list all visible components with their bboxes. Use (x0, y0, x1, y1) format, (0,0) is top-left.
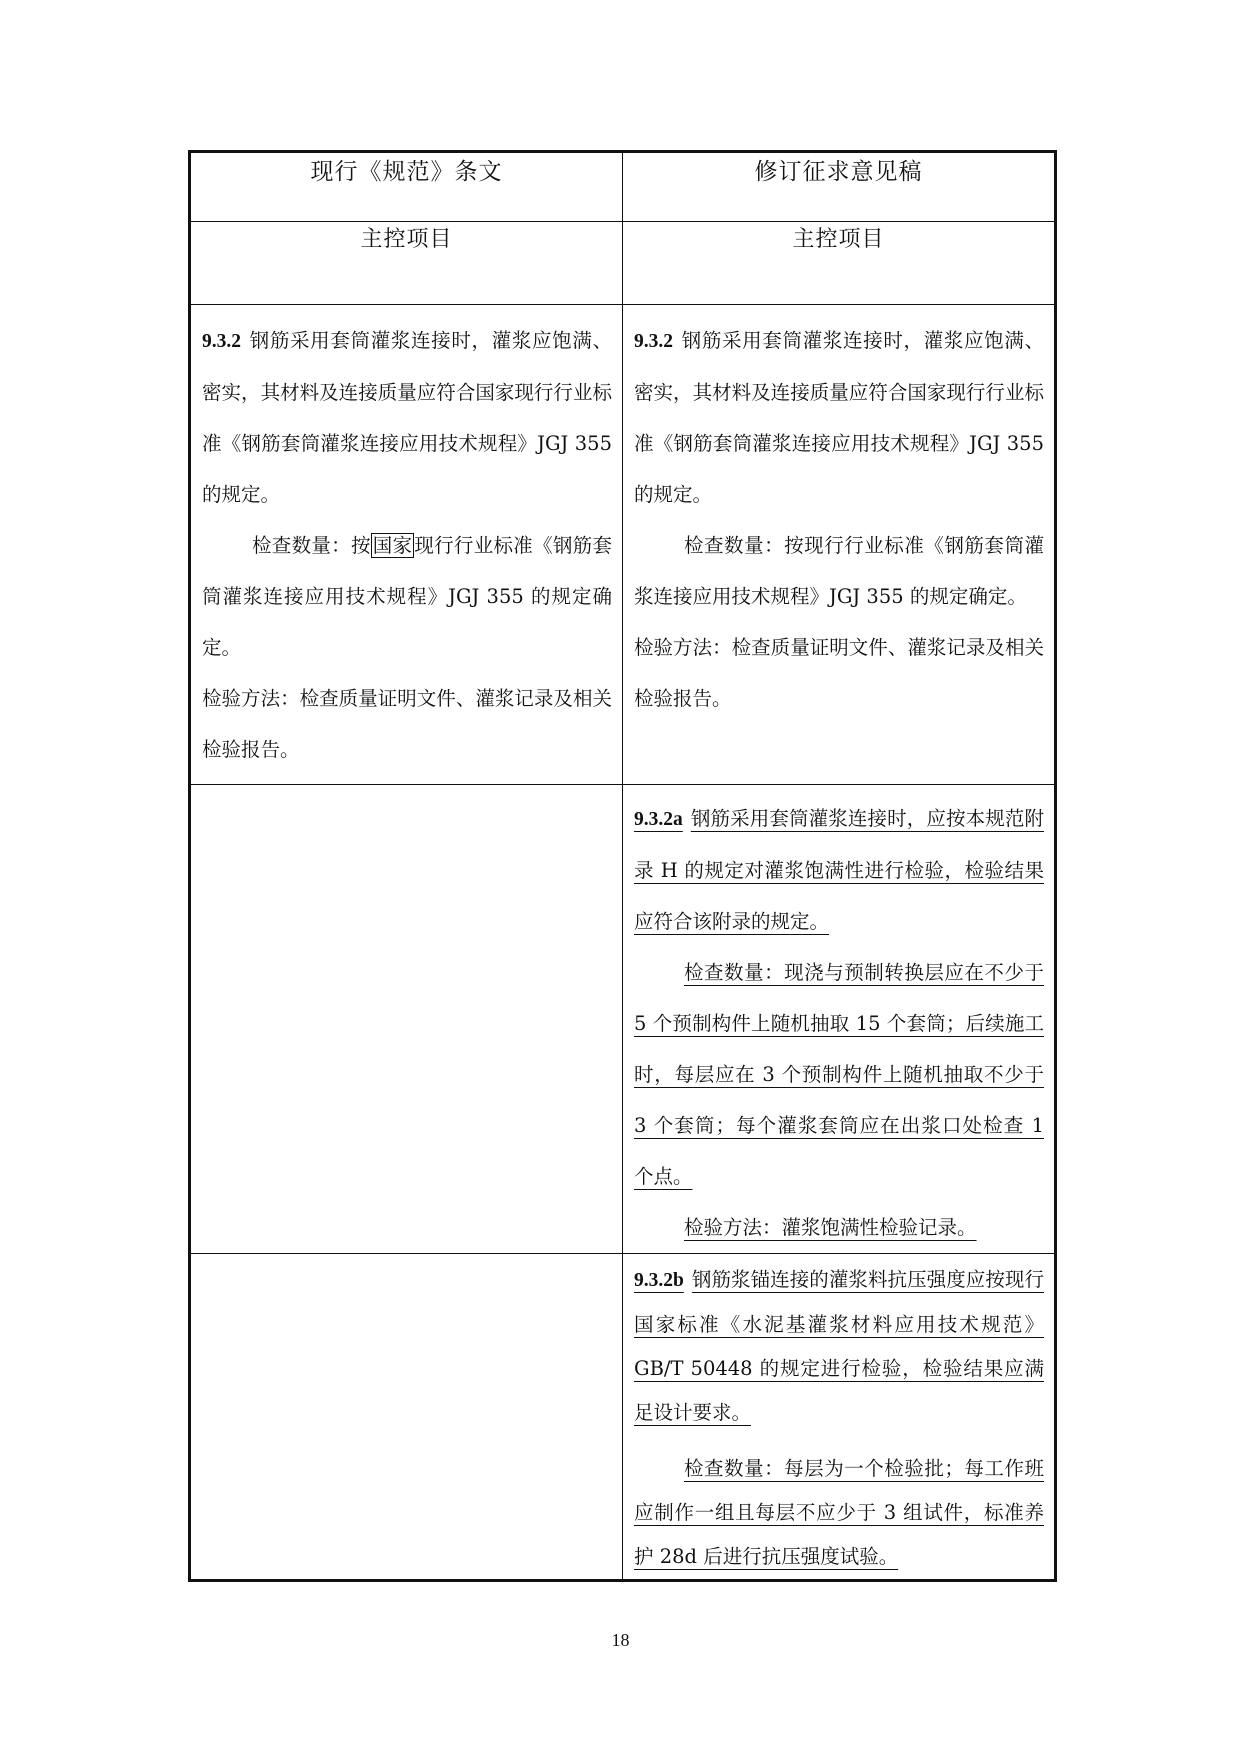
table-header-row (190, 152, 1056, 222)
comparison-table (188, 150, 1057, 1582)
inspection-method: 检验方法：检查质量证明文件、灌浆记录及相关检验报告。 (634, 636, 1044, 710)
clause-paragraph (634, 1258, 1044, 1435)
clause-number: 9.3.2 (202, 331, 241, 352)
clause-text: 钢筋采用套筒灌浆连接时，应按本规范附录 H 的规定对灌浆饱满性进行检验，检验结果应符合该附录的规定。 (634, 807, 1044, 933)
page-number: 18 (611, 1630, 630, 1650)
clause-number: 9.3.2b (634, 1270, 684, 1291)
clause-text: 钢筋浆锚连接的灌浆料抗压强度应按现行国家标准《水泥基灌浆材料应用技术规范》GB/T 50448 的规定进行检验，检验结果应满足设计要求。 (634, 1268, 1044, 1424)
inspection-quantity (202, 520, 612, 673)
inspection-quantity: 检查数量：现浇与预制转换层应在不少于 5 个预制构件上随机抽取 15 个套筒；后续施工时，每层应在 3 个预制构件上随机抽取不少于 3 个套筒；每个灌浆套筒应在出浆口处检查 1 个点。 (634, 961, 1044, 1188)
inspection-method: 检验方法：灌浆饱满性检验记录。 (684, 1216, 977, 1239)
cell-revision-932a (623, 785, 1056, 1254)
clause-paragraph (202, 315, 612, 520)
qty-prefix: 检查数量：按 (252, 534, 371, 557)
qty-suffix: 现行行业标准《钢筋套筒灌浆连接应用技术规程》JGJ 355 的规定确定。 (202, 534, 612, 659)
table-subheader-row (190, 222, 1056, 305)
clause-paragraph (634, 315, 1044, 520)
clause-number: 9.3.2a (634, 809, 683, 830)
header-revision-draft: 修订征求意见稿 (623, 152, 1056, 222)
boxed-deletion: 国家 (372, 534, 413, 557)
table-row (190, 305, 1056, 785)
inspection-quantity: 检查数量：每层为一个检验批；每工作班应制作一组且每层不应少于 3 组试件，标准养护 28d 后进行抗压强度试验。 (634, 1457, 1044, 1568)
subheader-right: 主控项目 (623, 222, 1056, 305)
clause-text: 钢筋采用套筒灌浆连接时，灌浆应饱满、密实，其材料及连接质量应符合国家现行行业标准《钢筋套筒灌浆连接应用技术规程》JGJ 355 的规定。 (202, 329, 612, 506)
cell-revision-932 (623, 305, 1056, 785)
header-current-clause: 现行《规范》条文 (190, 152, 623, 222)
cell-empty (190, 785, 623, 1254)
cell-revision-932b (623, 1254, 1056, 1581)
clause-number: 9.3.2 (634, 331, 673, 352)
cell-current-932 (190, 305, 623, 785)
cell-empty (190, 1254, 623, 1581)
subheader-left: 主控项目 (190, 222, 623, 305)
clause-text: 钢筋采用套筒灌浆连接时，灌浆应饱满、密实，其材料及连接质量应符合国家现行行业标准《钢筋套筒灌浆连接应用技术规程》JGJ 355 的规定。 (634, 329, 1044, 506)
clause-paragraph (634, 793, 1044, 947)
table-row (190, 785, 1056, 1254)
inspection-method: 检验方法：检查质量证明文件、灌浆记录及相关检验报告。 (202, 687, 612, 761)
table-row (190, 1254, 1056, 1581)
inspection-quantity: 检查数量：按现行行业标准《钢筋套筒灌浆连接应用技术规程》JGJ 355 的规定确定。 (634, 534, 1044, 608)
